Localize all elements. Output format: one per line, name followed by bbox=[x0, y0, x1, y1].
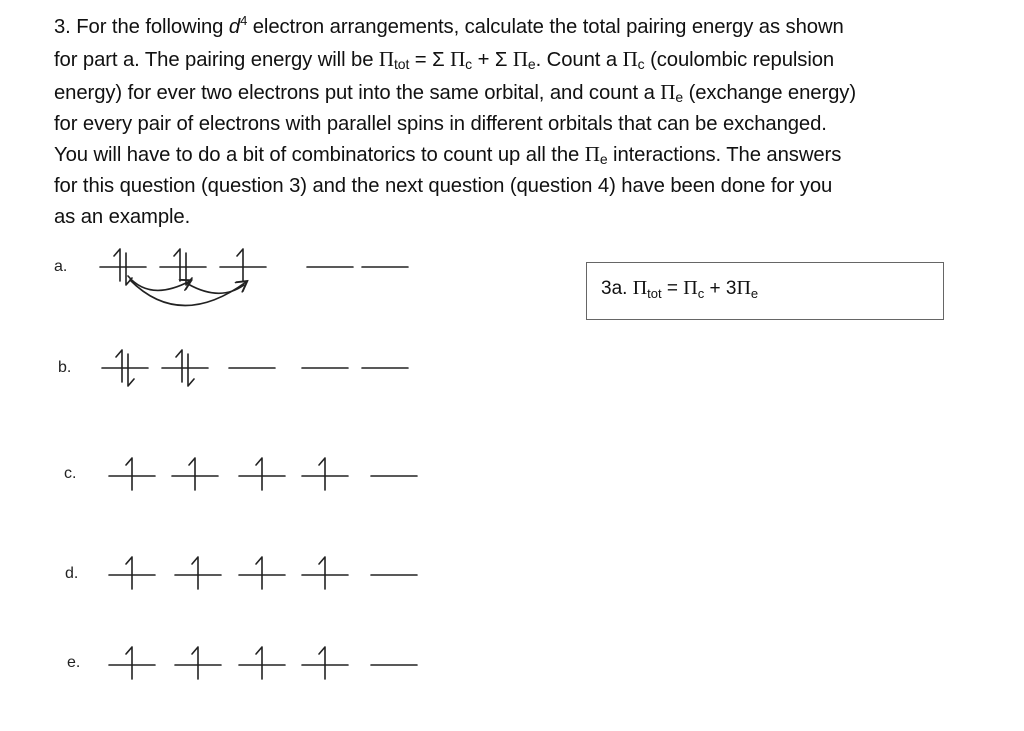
orbital-c-4 bbox=[302, 458, 348, 490]
orbital-c-3 bbox=[239, 458, 285, 490]
spin-up-arrow bbox=[192, 647, 198, 679]
orbital-e-4 bbox=[302, 647, 348, 679]
row-label-b: b. bbox=[58, 359, 72, 376]
question-line-4: for every pair of electrons with parallel spins in different orbitals that can be exchanged. bbox=[54, 112, 827, 135]
orbital-e-3 bbox=[239, 647, 285, 679]
spin-up-arrow bbox=[319, 458, 325, 490]
spin-down-arrow bbox=[128, 354, 134, 386]
orbital-a-3 bbox=[220, 249, 266, 281]
spin-up-arrow bbox=[319, 647, 325, 679]
orbital-b-2 bbox=[162, 350, 208, 386]
spin-up-arrow bbox=[189, 458, 195, 490]
orbital-d-3 bbox=[239, 557, 285, 589]
spin-up-arrow bbox=[319, 557, 325, 589]
orbital-d-4 bbox=[302, 557, 348, 589]
spin-up-arrow bbox=[126, 557, 132, 589]
question-line-3: energy) for ever two electrons put into the same orbital, and count a Πe (exchange energy) bbox=[54, 79, 856, 105]
spin-up-arrow bbox=[176, 350, 182, 382]
spin-down-arrow bbox=[186, 253, 192, 285]
row-label-c: c. bbox=[64, 465, 77, 482]
spin-up-arrow bbox=[237, 249, 243, 281]
orbital-d-1 bbox=[109, 557, 155, 589]
row-label-a: a. bbox=[54, 258, 68, 275]
question-line-5: You will have to do a bit of combinatorics to count up all the Πe interactions. The answers bbox=[54, 142, 842, 168]
spin-up-arrow bbox=[256, 647, 262, 679]
orbital-c-1 bbox=[109, 458, 155, 490]
orbital-e-2 bbox=[175, 647, 221, 679]
spin-up-arrow bbox=[256, 557, 262, 589]
spin-up-arrow bbox=[114, 249, 120, 281]
question-line-6: for this question (question 3) and the next question (question 4) have been done for you bbox=[54, 175, 833, 198]
spin-up-arrow bbox=[126, 647, 132, 679]
spin-up-arrow bbox=[256, 458, 262, 490]
orbital-b-1 bbox=[102, 350, 148, 386]
spin-up-arrow bbox=[192, 557, 198, 589]
answer-box bbox=[586, 262, 944, 320]
spin-up-arrow bbox=[116, 350, 122, 382]
question-line-2: for part a. The pairing energy will be Πtot = Σ Πc + Σ Πe. Count a Πc (coulombic repulsion bbox=[54, 47, 835, 73]
question-line-7: as an example. bbox=[54, 205, 191, 228]
orbital-a-2 bbox=[160, 249, 206, 285]
spin-down-arrow bbox=[188, 354, 194, 386]
spin-up-arrow bbox=[126, 458, 132, 490]
orbital-d-2 bbox=[175, 557, 221, 589]
orbital-e-1 bbox=[109, 647, 155, 679]
orbital-a-1 bbox=[100, 249, 146, 285]
question-line-1: 3. For the following $d^4$ electron arrangements, calculate the total pairing energy as shown bbox=[54, 13, 844, 38]
row-label-d: d. bbox=[65, 565, 79, 582]
answer-3a: 3a. $\Pi_{tot} = \Pi_c + 3\Pi_e$ bbox=[601, 277, 759, 301]
spin-up-arrow bbox=[174, 249, 180, 281]
row-label-e: e. bbox=[67, 654, 81, 671]
orbital-c-2 bbox=[172, 458, 218, 490]
